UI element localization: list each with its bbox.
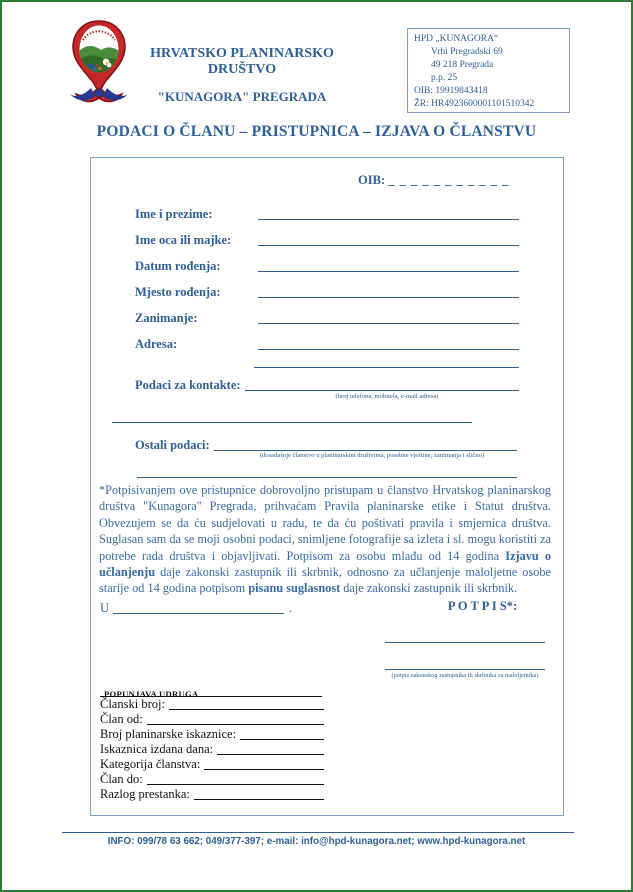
field-label: Datum rođenja: [135,259,221,273]
admin-section-title: POPUNJAVA UDRUGA [104,689,199,699]
address-pobox: p.p. 25 [431,73,458,84]
page-title: PODACI O ČLANU – PRISTUPNICA – IZJAVA O ČLANSTVU [96,123,537,140]
place-prefix: U [100,601,110,615]
declaration-text-2: daje zakonski zastupnik ili skrbnik, odnosno za učlanjenje maloljetne osobe starije od 14 godina potpisom [99,565,551,596]
logo-knot [95,89,104,98]
admin-row-member-number [100,697,324,712]
oib-row [358,173,509,188]
admin-fill-line [217,754,324,755]
admin-row-member-since [100,712,324,727]
field-fill-line [258,349,519,350]
declaration-bold-2: pisanu suglasnost [248,581,341,596]
admin-fill-line [240,739,324,740]
signature-caption: (potpis zakonskog zastupnika ili skrbnika za maloljetnika) [391,672,539,679]
field-label: Podaci za kontakte: [135,378,241,392]
contacts-caption: (broj telefona, mobitela, e-mail adresa) [335,393,439,400]
field-row-birth-place [135,283,519,300]
admin-row-membership-category [100,757,324,772]
field-label: Ostali podaci: [135,438,210,452]
society-name-line1: HRVATSKO PLANINARSKO DRUŠTVO [150,46,334,77]
admin-fill-line [169,709,324,710]
footer-divider-line [62,819,574,833]
other-data-fill-line-2 [137,461,517,478]
field-fill-line [258,245,519,246]
field-fill-line [258,297,519,298]
address-street: Vrhi Pregradski 69 [431,47,503,58]
field-row-birth-date [135,257,519,274]
field-label: Ime i prezime: [135,207,213,221]
field-row-occupation [135,309,519,326]
admin-fill-line [147,724,324,725]
admin-label: Broj planinarske iskaznice: [100,727,237,741]
society-name-block [120,46,364,105]
address-name: HPD „KUNAGORA“ [414,34,499,44]
field-fill-line [258,271,519,272]
society-name-line2: "KUNAGORA" PREGRADA [157,89,327,104]
field-label: Mjesto rođenja: [135,285,221,299]
field-label: Ime oca ili majke: [135,233,232,247]
field-row-address [135,335,519,352]
field-fill-line [258,219,519,220]
admin-row-termination-reason [100,787,324,802]
admin-label: Član do: [100,772,143,786]
admin-fill-line [147,784,324,785]
admin-fill-line [204,769,324,770]
place-fill-line [113,613,284,614]
address-account: ŽR: HR4923600001101510342 [414,99,535,110]
admin-fill-line [194,799,324,800]
admin-label: Kategorija članstva: [100,757,201,771]
field-fill-line [214,450,517,451]
address-fill-line-2 [254,351,519,368]
oib-blank-digits: _ _ _ _ _ _ _ _ _ _ _ [388,173,510,187]
footer-contact-info: INFO: 099/78 63 662; 049/377-397; e-mail: info@hpd-kunagora.net; www.hpd-kunagora.net [107,836,526,847]
admin-row-card-issued [100,742,324,757]
address-oib: OIB: 19919843418 [414,86,488,97]
society-address-box [407,28,570,113]
admin-row-card-number [100,727,324,742]
field-row-contacts [135,376,519,393]
logo-left-swallow [70,88,95,100]
signature-line-1 [385,626,545,643]
field-row-parent-name [135,231,519,248]
field-row-name [135,205,519,222]
field-row-other-data [135,436,517,453]
other-data-caption: (dosadašnje članstvo u planinarskim društvima, posebne vještine, zanimanja i slično) [259,452,485,459]
contacts-fill-line-2 [112,406,472,423]
signature-line-2 [385,653,545,670]
admin-label: Član od: [100,712,143,726]
membership-declaration [99,482,551,597]
declaration-text-1: *Potpisivanjem ove pristupnice dobrovoljno pristupam u članstvo Hrvatskog planinarskog društva "Kunagora" Pregrada, prihvaćam Pravila planinarske etike i Statut društva. Obvezujem se da ću sudjelovati u radu, te da ću poštivati pravila i smjernica društva. Suglasan sam da se moji osobni podaci, snimljene fotografije sa izleta i sl. mogu koristiti za potrebe rada društva i objavljivati. Potpisom za osobu mlađu od 14 godina [99,483,551,563]
address-city: 49 218 Pregrada [431,60,494,71]
admin-label: Iskaznica izdana dana: [100,742,214,756]
signature-heading: P O T P I S*: [447,599,518,613]
oib-label: OIB: [358,173,386,187]
admin-section-header [100,684,322,697]
field-label: Zanimanje: [135,311,198,325]
field-label: Adresa: [135,337,178,351]
admin-label: Članski broj: [100,697,165,711]
place-suffix: . [288,601,292,615]
field-fill-line [245,390,519,391]
field-fill-line [258,323,519,324]
place-row [100,599,292,616]
declaration-text-3: daje zakonski zastupnik ili skrbnik. [340,581,518,596]
admin-row-member-until [100,772,324,787]
admin-label: Razlog prestanka: [100,787,190,801]
declaration-bold-1: Izjavu o učlanjenju [99,548,552,580]
